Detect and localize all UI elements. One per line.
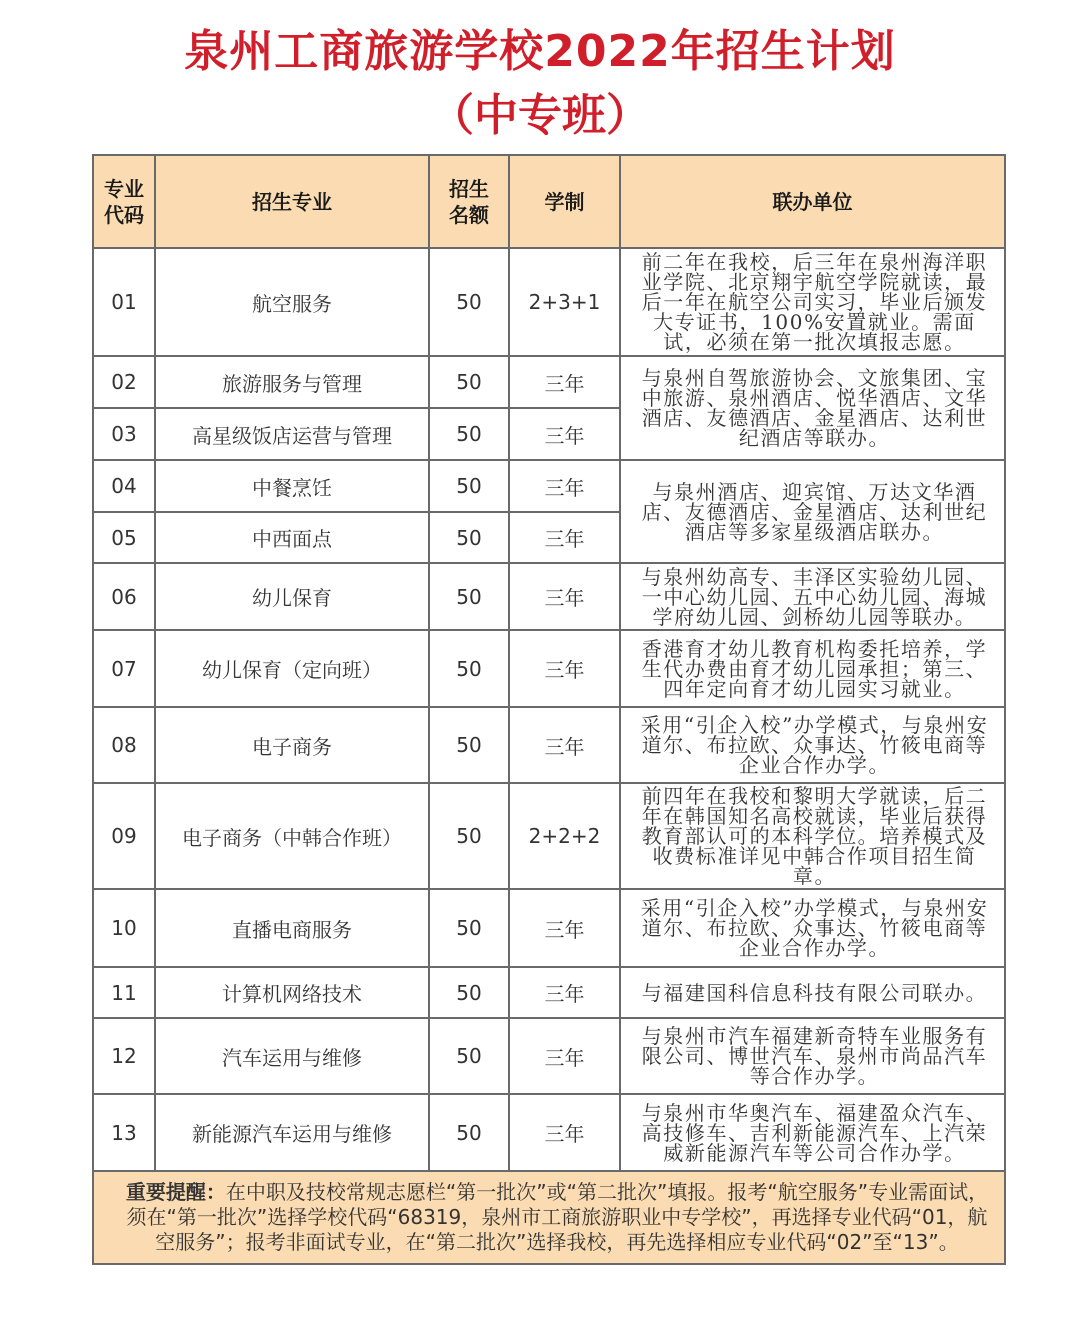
table-row	[93, 630, 1005, 707]
row-duration: 三年	[509, 1094, 620, 1171]
table-row	[93, 967, 1005, 1018]
note-row	[93, 1171, 1005, 1264]
row-duration: 三年	[509, 889, 620, 967]
table-header-row	[93, 155, 1005, 248]
table-row	[93, 783, 1005, 889]
row-code: 06	[93, 563, 155, 630]
table-row	[93, 460, 1005, 512]
row-major: 计算机网络技术	[155, 967, 429, 1018]
table-row	[93, 248, 1005, 356]
table-row	[93, 1018, 1005, 1094]
row-code: 07	[93, 630, 155, 707]
row-major: 幼儿保育	[155, 563, 429, 630]
note-text: 在中职及技校常规志愿栏“第一批次”或“第二批次”填报。报考“航空服务”专业需面试，须在“第一批次”选择学校代码“68319，泉州市工商旅游职业中专学校”，再选择专业代码“01，航空服务”；报考非面试专业，在“第二批次”选择我校，再先选择相应专业代码“02”至“13”。	[126, 1180, 989, 1254]
table-row	[93, 889, 1005, 967]
row-partner: 采用“引企入校”办学模式，与泉州安道尔、布拉欧、众事达、竹筱电商等企业合作办学。	[620, 707, 1005, 783]
row-partner: 与泉州市汽车福建新奇特车业服务有限公司、博世汽车、泉州市尚品汽车等合作办学。	[620, 1018, 1005, 1094]
row-duration: 2+3+1	[509, 248, 620, 356]
row-code: 11	[93, 967, 155, 1018]
row-quota: 50	[429, 356, 509, 408]
row-quota: 50	[429, 707, 509, 783]
row-partner: 前二年在我校，后三年在泉州海洋职业学院、北京翔宇航空学院就读，最后一年在航空公司实习，毕业后颁发大专证书，100%安置就业。需面试，必须在第一批次填报志愿。	[620, 248, 1005, 356]
row-major: 新能源汽车运用与维修	[155, 1094, 429, 1171]
row-partner: 与泉州幼高专、丰泽区实验幼儿园、一中心幼儿园、五中心幼儿园、海城学府幼儿园、剑桥幼儿园等联办。	[620, 563, 1005, 630]
row-quota: 50	[429, 408, 509, 460]
row-code: 09	[93, 783, 155, 889]
row-quota: 50	[429, 512, 509, 563]
row-partner: 香港育才幼儿教育机构委托培养，学生代办费由育才幼儿园承担；第三、四年定向育才幼儿园实习就业。	[620, 630, 1005, 707]
row-partner: 采用“引企入校”办学模式，与泉州安道尔、布拉欧、众事达、竹筱电商等企业合作办学。	[620, 889, 1005, 967]
row-duration: 三年	[509, 460, 620, 512]
important-note	[93, 1171, 1005, 1264]
row-major: 直播电商服务	[155, 889, 429, 967]
row-partner: 与泉州酒店、迎宾馆、万达文华酒店、友德酒店、金星酒店、达利世纪酒店等多家星级酒店联办。	[620, 460, 1005, 563]
row-code: 03	[93, 408, 155, 460]
table-row	[93, 707, 1005, 783]
row-partner: 与泉州自驾旅游协会、文旅集团、宝中旅游、泉州酒店、悦华酒店、文华酒店、友德酒店、金星酒店、达利世纪酒店等联办。	[620, 356, 1005, 460]
row-quota: 50	[429, 1018, 509, 1094]
row-quota: 50	[429, 630, 509, 707]
row-code: 01	[93, 248, 155, 356]
row-partner: 与福建国科信息科技有限公司联办。	[620, 967, 1005, 1018]
row-duration: 三年	[509, 563, 620, 630]
row-major: 旅游服务与管理	[155, 356, 429, 408]
row-duration: 三年	[509, 630, 620, 707]
header-duration: 学制	[509, 155, 620, 248]
row-code: 05	[93, 512, 155, 563]
row-quota: 50	[429, 248, 509, 356]
note-label: 重要提醒：	[125, 1180, 226, 1204]
row-code: 12	[93, 1018, 155, 1094]
page-subtitle: （中专班）	[430, 90, 650, 141]
row-quota: 50	[429, 1094, 509, 1171]
row-major: 电子商务（中韩合作班）	[155, 783, 429, 889]
table-row	[93, 563, 1005, 630]
row-major: 高星级饭店运营与管理	[155, 408, 429, 460]
row-code: 04	[93, 460, 155, 512]
row-duration: 三年	[509, 408, 620, 460]
header-code: 专业代码	[93, 155, 155, 248]
row-major: 电子商务	[155, 707, 429, 783]
row-major: 幼儿保育（定向班）	[155, 630, 429, 707]
row-quota: 50	[429, 967, 509, 1018]
row-duration: 三年	[509, 967, 620, 1018]
row-duration: 三年	[509, 512, 620, 563]
row-major: 汽车运用与维修	[155, 1018, 429, 1094]
row-quota: 50	[429, 460, 509, 512]
table-row	[93, 1094, 1005, 1171]
row-quota: 50	[429, 783, 509, 889]
row-major: 中餐烹饪	[155, 460, 429, 512]
page-title: 泉州工商旅游学校2022年招生计划	[184, 26, 896, 77]
row-major: 中西面点	[155, 512, 429, 563]
row-partner: 前四年在我校和黎明大学就读，后二年在韩国知名高校就读，毕业后获得教育部认可的本科学位。培养模式及收费标准详见中韩合作项目招生简章。	[620, 783, 1005, 889]
header-major: 招生专业	[155, 155, 429, 248]
row-quota: 50	[429, 563, 509, 630]
row-code: 13	[93, 1094, 155, 1171]
header-quota: 招生名额	[429, 155, 509, 248]
enrollment-plan-table	[92, 154, 1006, 1265]
table-row	[93, 356, 1005, 408]
row-major: 航空服务	[155, 248, 429, 356]
header-partner: 联办单位	[620, 155, 1005, 248]
row-partner: 与泉州市华奥汽车、福建盈众汽车、高技修车、吉利新能源汽车、上汽荣威新能源汽车等公司合作办学。	[620, 1094, 1005, 1171]
row-code: 08	[93, 707, 155, 783]
row-duration: 2+2+2	[509, 783, 620, 889]
row-quota: 50	[429, 889, 509, 967]
row-code: 10	[93, 889, 155, 967]
row-duration: 三年	[509, 1018, 620, 1094]
row-code: 02	[93, 356, 155, 408]
row-duration: 三年	[509, 707, 620, 783]
row-duration: 三年	[509, 356, 620, 408]
